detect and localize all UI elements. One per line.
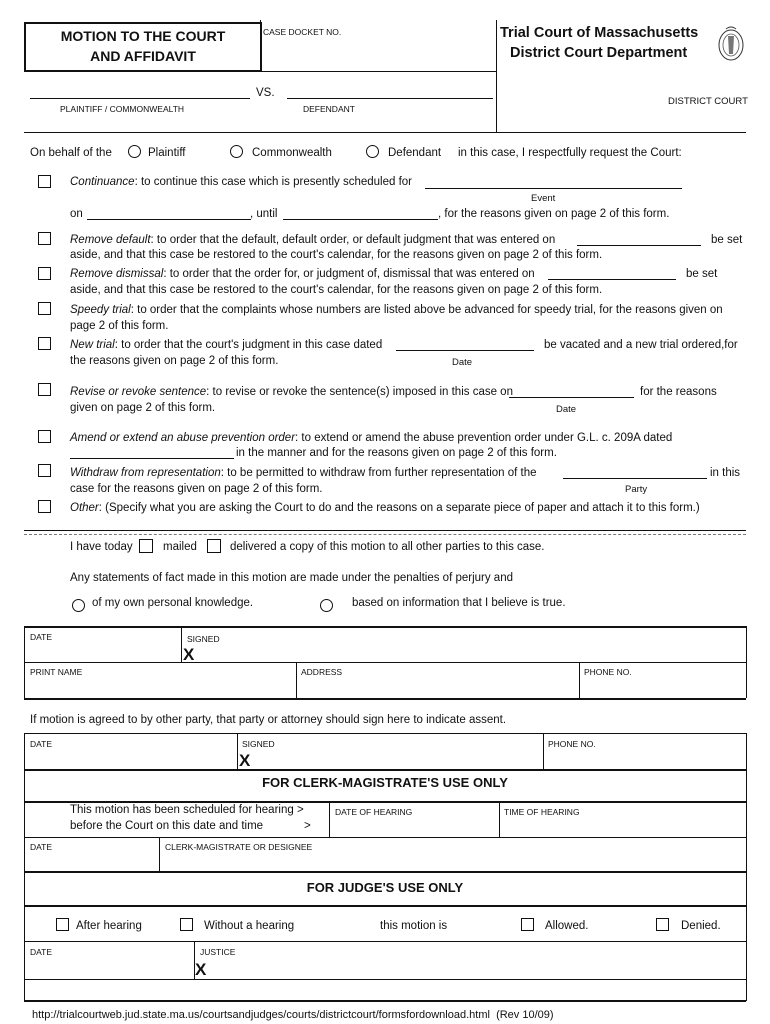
footer-url-text: http://trialcourtweb.jud.state.ma.us/courtsandjudges/courts/districtcourt/formsfordownload.html	[32, 1009, 490, 1021]
scheduled-arrow: >	[304, 820, 311, 832]
justice-signature-field[interactable]	[212, 958, 742, 976]
mailed-label: mailed	[163, 541, 197, 553]
after-hearing-checkbox[interactable]	[56, 918, 69, 931]
own-knowledge-radio[interactable]	[72, 599, 85, 612]
defendant-radio-label: Defendant	[388, 147, 442, 159]
remove-dismissal-checkbox[interactable]	[38, 267, 51, 280]
continuance-until-field[interactable]	[283, 219, 438, 220]
amend-date-field[interactable]	[70, 458, 234, 459]
belief-radio[interactable]	[320, 599, 333, 612]
denied-checkbox[interactable]	[656, 918, 669, 931]
withdraw-text: Withdraw from representation: to be permitted to withdraw from further representation of the	[70, 467, 537, 479]
scheduled-line2: before the Court on this date and time	[70, 820, 264, 832]
new-trial-text: New trial: to order that the court's judgment in this case dated	[70, 339, 383, 351]
print-name-label: PRINT NAME	[30, 667, 83, 677]
justice-label: JUSTICE	[200, 947, 236, 957]
revise-sentence-checkbox[interactable]	[38, 383, 51, 396]
massachusetts-seal-icon	[716, 24, 746, 64]
sign1-date-label: DATE	[30, 632, 53, 642]
without-hearing-checkbox[interactable]	[180, 918, 193, 931]
plaintiff-radio[interactable]	[128, 145, 141, 158]
address-label: ADDRESS	[301, 667, 343, 677]
remove-default-date-field[interactable]	[577, 245, 701, 246]
delivered-checkbox[interactable]	[207, 539, 221, 553]
date-label-2: Date	[556, 404, 577, 415]
denied-label: Denied.	[681, 920, 721, 932]
speedy-trial-checkbox[interactable]	[38, 302, 51, 315]
withdraw-party-field[interactable]	[563, 478, 707, 479]
assent-phone-label: PHONE NO.	[548, 739, 596, 749]
revision-label: (Rev 10/09)	[496, 1009, 554, 1021]
assent-x-mark: X	[239, 751, 251, 770]
sign1-signed-label: SIGNED	[187, 634, 220, 644]
remove-default-text: Remove default: to order that the default, default order, or default judgment that was entered on	[70, 234, 556, 246]
withdraw-checkbox[interactable]	[38, 464, 51, 477]
own-knowledge-label: of my own personal knowledge.	[92, 597, 254, 609]
new-trial-date-field[interactable]	[396, 350, 534, 351]
court-name-line2: District Court Department	[510, 45, 688, 61]
speedy-trial-line2: page 2 of this form.	[70, 320, 169, 332]
plaintiff-field[interactable]	[30, 98, 250, 99]
assent-text: If motion is agreed to by other party, that party or attorney should sign here to indicate assent.	[30, 714, 507, 726]
commonwealth-radio-label: Commonwealth	[252, 147, 332, 159]
new-trial-checkbox[interactable]	[38, 337, 51, 350]
sign1-signature-field[interactable]	[200, 644, 740, 660]
remove-default-checkbox[interactable]	[38, 232, 51, 245]
clerk-date-label: DATE	[30, 842, 53, 852]
footer-url	[32, 1009, 554, 1021]
assent-signature-field[interactable]	[256, 751, 540, 767]
delivered-label: delivered a copy of this motion to all other parties to this case.	[230, 541, 545, 553]
remove-dismissal-text: Remove dismissal: to order that the order for, or judgment of, dismissal that was entered on	[70, 268, 535, 280]
assent-date-field[interactable]	[26, 751, 234, 767]
be-set-2: be set	[686, 268, 718, 280]
behalf-tail: in this case, I respectfully request the Court:	[458, 147, 682, 159]
other-text: Other: (Specify what you are asking the Court to do and the reasons on a separate piece of paper and attach it to this form.)	[70, 502, 700, 514]
district-court-label: DISTRICT COURT	[668, 96, 748, 107]
case-docket-label: CASE DOCKET NO.	[263, 27, 342, 37]
other-checkbox[interactable]	[38, 500, 51, 513]
behalf-intro: On behalf of the	[30, 147, 112, 159]
clerk-heading: FOR CLERK-MAGISTRATE'S USE ONLY	[262, 775, 508, 790]
on-label: on	[70, 208, 83, 220]
court-name-line1: Trial Court of Massachusetts	[500, 25, 699, 41]
continuance-on-field[interactable]	[87, 219, 251, 220]
continuance-text: Continuance: to continue this case which is presently scheduled for	[70, 176, 413, 188]
amend-order-text: Amend or extend an abuse prevention order: to extend or amend the abuse prevention order under G.L. c. 209A dated	[70, 432, 673, 444]
defendant-radio[interactable]	[366, 145, 379, 158]
revise-tail: for the reasons	[640, 386, 717, 398]
date-label-1: Date	[452, 357, 473, 368]
plaintiff-label: PLAINTIFF / COMMONWEALTH	[60, 104, 185, 114]
defendant-label: DEFENDANT	[303, 104, 355, 114]
this-motion-is-label: this motion is	[380, 920, 448, 932]
revise-sentence-text: Revise or revoke sentence: to revise or revoke the sentence(s) imposed in this case on	[70, 386, 513, 398]
continuance-checkbox[interactable]	[38, 175, 51, 188]
remove-dismissal-line2: aside, and that this case be restored to the court's calendar, for the reasons given on page 2 of this form.	[70, 284, 603, 296]
print-name-field[interactable]	[26, 679, 292, 695]
mailed-checkbox[interactable]	[139, 539, 153, 553]
after-hearing-label: After hearing	[76, 920, 142, 932]
withdraw-line2: case for the reasons given on page 2 of this form.	[70, 483, 323, 495]
clerk-date-field[interactable]	[26, 853, 156, 869]
date-of-hearing-field[interactable]	[331, 818, 497, 835]
belief-label: based on information that I believe is true.	[352, 597, 566, 609]
time-of-hearing-label: TIME OF HEARING	[504, 807, 580, 817]
vs-label: VS.	[256, 87, 275, 99]
plaintiff-radio-label: Plaintiff	[148, 147, 186, 159]
phone-field[interactable]	[581, 679, 743, 695]
amend-line2: in the manner and for the reasons given on page 2 of this form.	[236, 447, 557, 459]
withdraw-tail: in this	[710, 467, 741, 479]
amend-order-checkbox[interactable]	[38, 430, 51, 443]
new-trial-line2: the reasons given on page 2 of this form.	[70, 355, 279, 367]
assent-phone-field[interactable]	[545, 751, 743, 767]
sign1-date-field[interactable]	[26, 644, 178, 660]
form-title-line2: AND AFFIDAVIT	[90, 48, 196, 64]
sign1-x-mark: X	[183, 645, 195, 664]
designee-field[interactable]	[161, 853, 743, 869]
scheduled-line1: This motion has been scheduled for hearing >	[70, 804, 304, 816]
commonwealth-radio[interactable]	[230, 145, 243, 158]
date-of-hearing-label: DATE OF HEARING	[335, 807, 413, 817]
address-field[interactable]	[298, 679, 576, 695]
revise-date-field[interactable]	[509, 397, 634, 398]
continuance-tail: , for the reasons given on page 2 of this form.	[438, 208, 670, 220]
form-title-line1: MOTION TO THE COURT	[60, 28, 226, 44]
phone-label: PHONE NO.	[584, 667, 632, 677]
perjury-statement: Any statements of fact made in this motion are made under the penalties of perjury and	[70, 572, 513, 584]
have-today-label: I have today	[70, 541, 133, 553]
remove-dismissal-date-field[interactable]	[548, 279, 676, 280]
judge-date-field[interactable]	[26, 958, 192, 976]
assent-signed-label: SIGNED	[242, 739, 275, 749]
judge-date-label: DATE	[30, 947, 53, 957]
defendant-field[interactable]	[287, 98, 493, 99]
continuance-event-field[interactable]	[425, 188, 682, 189]
speedy-trial-text: Speedy trial: to order that the complaints whose numbers are listed above be advanced for speedy trial, for the reasons given on	[70, 304, 723, 316]
case-docket-field[interactable]	[262, 38, 494, 70]
allowed-label: Allowed.	[545, 920, 589, 932]
justice-x-mark: X	[195, 960, 207, 979]
until-label: , until	[250, 208, 278, 220]
party-label: Party	[625, 484, 648, 495]
without-hearing-label: Without a hearing	[204, 920, 295, 932]
be-set-1: be set	[711, 234, 743, 246]
new-trial-tail: be vacated and a new trial ordered,for	[544, 339, 738, 351]
time-of-hearing-field[interactable]	[501, 818, 743, 835]
allowed-checkbox[interactable]	[521, 918, 534, 931]
event-label: Event	[531, 193, 556, 204]
designee-label: CLERK-MAGISTRATE OR DESIGNEE	[165, 842, 313, 852]
judge-heading: FOR JUDGE'S USE ONLY	[306, 880, 464, 895]
remove-default-line2: aside, and that this case be restored to the court's calendar, for the reasons given on page 2 of this form.	[70, 249, 603, 261]
assent-date-label: DATE	[30, 739, 53, 749]
revise-line2: given on page 2 of this form.	[70, 402, 216, 414]
